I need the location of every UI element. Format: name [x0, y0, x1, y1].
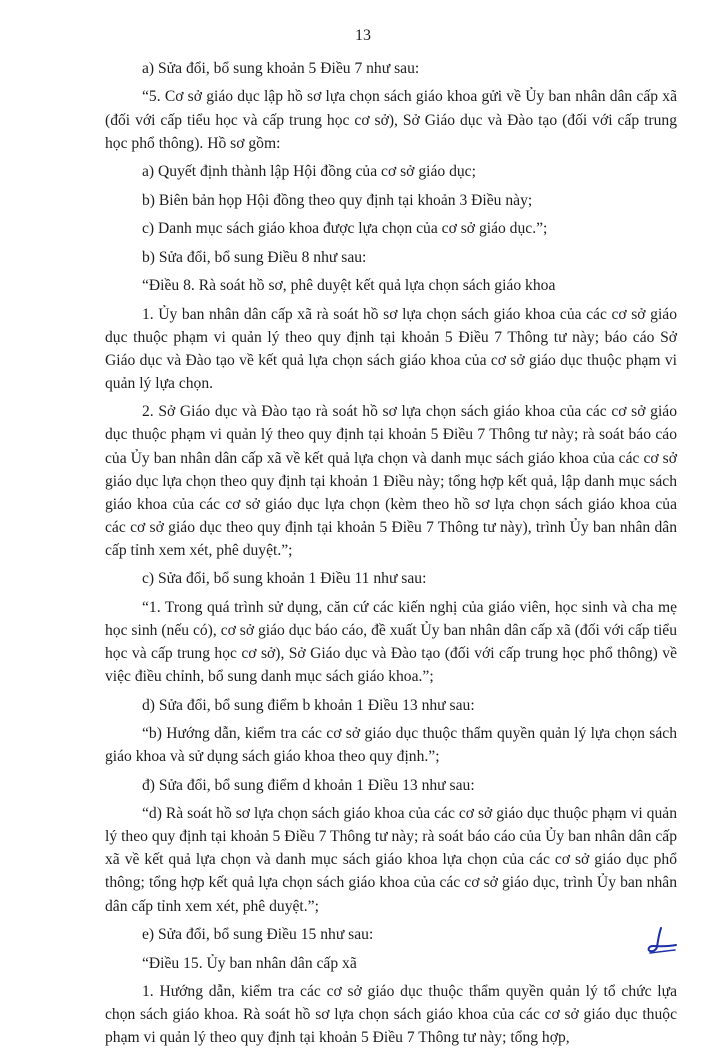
paragraph-amend-b: b) Sửa đổi, bổ sung Điều 8 như sau: [142, 248, 367, 266]
paragraph-amend-dd: đ) Sửa đổi, bổ sung điểm d khoản 1 Điều 13 như sau: [142, 776, 475, 794]
paragraph-item-b: b) Biên bản họp Hội đồng theo quy định tại khoản 3 Điều này; [142, 191, 533, 209]
handwritten-initial-mark [644, 926, 678, 956]
paragraph-point-d: “d) Rà soát hồ sơ lựa chọn sách giáo khoa của các cơ sở giáo dục thuộc phạm vi quản lý theo quy định tại khoản 5 Điều 7 Thông tư này; rà soát báo cáo của Ủy ban nhân dân cấp xã về kết quả lựa chọn và danh mục sách giáo khoa lựa chọn của các cơ sở giáo dục phổ thông; tổng hợp kết quả lựa chọn sách giáo khoa của các cơ sở giáo dục, trình Ủy ban nhân dân cấp tỉnh xem xét, phê duyệt.”; [105, 805, 677, 915]
paragraph-article-15-clause-1: 1. Hướng dẫn, kiểm tra các cơ sở giáo dục thuộc thẩm quyền quản lý tổ chức lựa chọn sách giáo khoa. Rà soát hồ sơ lựa chọn sách giáo khoa của các cơ sở giáo dục thuộc phạm vi quản lý theo quy định tại khoản 5 Điều 7 Thông tư này; tổng hợp, [105, 983, 677, 1047]
paragraph-point-b: “b) Hướng dẫn, kiểm tra các cơ sở giáo dục thuộc thẩm quyền quản lý lựa chọn sách giáo khoa và sử dụng sách giáo khoa theo quy định.”; [105, 725, 677, 766]
paragraph-article-8-title: “Điều 8. Rà soát hồ sơ, phê duyệt kết quả lựa chọn sách giáo khoa [142, 277, 556, 295]
paragraph-clause-5: “5. Cơ sở giáo dục lập hồ sơ lựa chọn sách giáo khoa gửi về Ủy ban nhân dân cấp xã (đối với cấp tiểu học và cấp trung học cơ sở), Sở Giáo dục và Đào tạo (đối với cấp trung học phổ thông). Hồ sơ gồm: [105, 88, 677, 152]
document-body [105, 57, 677, 1055]
paragraph-amend-a: a) Sửa đổi, bổ sung khoản 5 Điều 7 như sau: [142, 60, 420, 77]
paragraph-amend-e: e) Sửa đổi, bổ sung Điều 15 như sau: [142, 926, 374, 944]
paragraph-article-11-clause-1: “1. Trong quá trình sử dụng, căn cứ các kiến nghị của giáo viên, học sinh và cha mẹ học sinh (nếu có), cơ sở giáo dục báo cáo, đề xuất Ủy ban nhân dân cấp xã (đối với cấp tiểu học và cấp trung học cơ sở), Sở Giáo dục và Đào tạo (đối với cấp trung học phổ thông) về việc điều chỉnh, bổ sung danh mục sách giáo khoa.”; [105, 598, 677, 686]
paragraph-article-8-clause-2: 2. Sở Giáo dục và Đào tạo rà soát hồ sơ lựa chọn sách giáo khoa của các cơ sở giáo dục thuộc phạm vi quản lý theo quy định tại khoản 5 Điều 7 Thông tư này; rà soát báo cáo của Ủy ban nhân dân cấp xã về kết quả lựa chọn và danh mục sách giáo khoa của các cơ sở giáo dục lựa chọn theo quy định tại khoản 1 Điều này; tổng hợp kết quả, lập danh mục sách giáo khoa của các cơ sở giáo dục lựa chọn (kèm theo hồ sơ lựa chọn sách giáo khoa của các cơ sở giáo dục theo quy định tại khoản 5 Điều 7 Thông tư này), trình Ủy ban nhân dân cấp tỉnh xem xét, phê duyệt.”; [105, 403, 677, 559]
paragraph-item-c: c) Danh mục sách giáo khoa được lựa chọn của cơ sở giáo dục.”; [142, 220, 548, 238]
paragraph-amend-d: d) Sửa đổi, bổ sung điểm b khoản 1 Điều 13 như sau: [142, 696, 475, 714]
paragraph-item-a: a) Quyết định thành lập Hội đồng của cơ sở giáo dục; [142, 163, 476, 181]
page-number: 13 [355, 27, 371, 44]
paragraph-article-8-clause-1: 1. Ủy ban nhân dân cấp xã rà soát hồ sơ lựa chọn sách giáo khoa của các cơ sở giáo dục thuộc phạm vi quản lý theo quy định tại khoản 5 Điều 7 Thông tư này; báo cáo Sở Giáo dục và Đào tạo về kết quả lựa chọn sách giáo khoa của cơ sở giáo dục thuộc phạm vi quản lý lựa chọn. [105, 305, 677, 392]
paragraph-amend-c: c) Sửa đổi, bổ sung khoản 1 Điều 11 như sau: [142, 570, 427, 588]
paragraph-article-15-title: “Điều 15. Ủy ban nhân dân cấp xã [142, 954, 357, 972]
